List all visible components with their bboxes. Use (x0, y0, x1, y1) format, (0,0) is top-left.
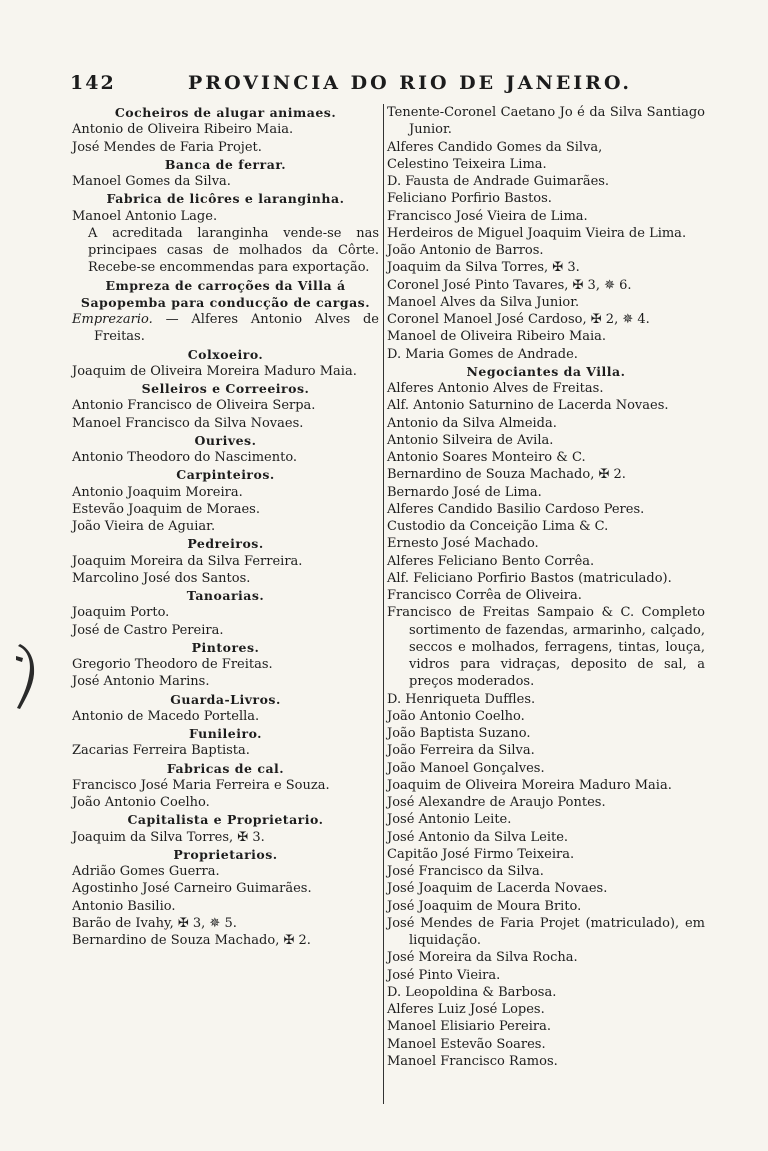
directory-entry: Alferes Luiz José Lopes. (387, 1002, 545, 1017)
directory-entry: Joaquim Moreira da Silva Ferreira. (72, 553, 303, 569)
directory-entry: Antonio Basilio. (72, 898, 176, 914)
directory-entry: Manoel Alves da Silva Junior. (387, 294, 580, 310)
directory-entry: D. Fausta de Andrade Guimarães. (387, 174, 610, 189)
directory-entry: Antonio Joaquim Moreira. (72, 484, 243, 500)
page-number: 142 (70, 72, 116, 94)
directory-entry: João Antonio de Barros. (387, 243, 544, 258)
directory-entry: José Pinto Vieira. (387, 967, 501, 983)
section-heading: Empreza de carroções da Villa á Sapopemba para conducção de cargas. (80, 277, 371, 310)
directory-entry: Adrião Gomes Guerra. (72, 864, 220, 879)
section-heading: Pintores. (191, 639, 260, 655)
directory-entry: Francisco Corrêa de Oliveira. (387, 588, 582, 603)
margin-ink-mark (14, 642, 36, 712)
directory-entry: João Antonio Coelho. (387, 708, 525, 724)
directory-entry: Francisco de Freitas Sampaio & C. Completo sortimento de fazendas, armarinho, calçado, seccos e molhados, ferragens, tintas, louça, vidros para vidraças, deposito de sal, a preços moderados. (387, 605, 705, 690)
directory-entry: Ernesto José Machado. (387, 536, 539, 552)
directory-entry: José Joaquim de Lacerda Novaes. (387, 881, 608, 897)
directory-entry: Joaquim de Oliveira Moreira Maduro Maia. (72, 363, 357, 379)
directory-entry: Alferes Candido Basilio Cardoso Peres. (387, 501, 645, 517)
directory-entry: Manoel Francisco da Silva Novaes. (72, 415, 304, 431)
directory-entry: Custodio da Conceição Lima & C. (387, 519, 609, 534)
section-heading: Tanoarias. (186, 588, 265, 603)
directory-entry: Alf. Feliciano Porfirio Bastos (matriculado). (387, 570, 672, 586)
directory-entry: Antonio Silveira de Avila. (387, 432, 554, 448)
directory-entry: João Manoel Gonçalves. (387, 760, 545, 776)
directory-entry: Herdeiros de Miguel Joaquim Vieira de Lima. (387, 225, 687, 241)
directory-entry: João Ferreira da Silva. (387, 743, 535, 759)
directory-entry: Manoel Antonio Lage. (72, 208, 218, 224)
entry-text: — Alferes Antonio Alves de Freitas. (94, 312, 379, 345)
directory-entry: Manoel de Oliveira Ribeiro Maia. (387, 329, 607, 345)
directory-entry: Zacarias Ferreira Baptista. (72, 743, 250, 759)
directory-entry: Antonio da Silva Almeida. (387, 415, 557, 431)
directory-entry: Feliciano Porfirio Bastos. (387, 191, 552, 207)
section-heading: Carpinteiros. (176, 467, 275, 483)
directory-entry: Capitão José Firmo Teixeira. (387, 846, 575, 862)
directory-entry (72, 311, 379, 346)
section-heading: Selleiros e Correeiros. (141, 381, 310, 396)
directory-entry: Manoel Gomes da Silva. (72, 174, 231, 189)
directory-entry: José Alexandre de Araujo Pontes. (387, 795, 606, 810)
directory-entry: Gregorio Theodoro de Freitas. (72, 657, 273, 672)
directory-entry: Antonio de Macedo Portella. (72, 708, 260, 724)
directory-entry: João Baptista Suzano. (387, 726, 531, 741)
directory-entry: José Antonio Marins. (72, 674, 210, 690)
section-heading: Negociantes da Villa. (466, 363, 626, 379)
directory-entry: Joaquim de Oliveira Moreira Maduro Maia. (387, 777, 672, 793)
directory-entry: Francisco José Maria Ferreira e Souza. (72, 777, 330, 793)
directory-entry: Antonio Theodoro do Nascimento. (72, 450, 298, 465)
directory-entry: Alf. Antonio Saturnino de Lacerda Novaes. (387, 398, 669, 414)
directory-entry: Francisco José Vieira de Lima. (387, 208, 588, 224)
directory-entry: Manoel Elisiario Pereira. (387, 1019, 551, 1035)
directory-entry: José Antonio da Silva Leite. (387, 829, 569, 845)
right-column (387, 104, 705, 1070)
directory-entry: D. Henriqueta Duffles. (387, 691, 536, 707)
section-heading: Proprietarios. (173, 846, 278, 862)
directory-entry: Coronel José Pinto Tavares, ✠ 3, ✵ 6. (387, 277, 632, 293)
left-column (72, 104, 379, 949)
directory-entry: João Antonio Coelho. (72, 795, 210, 810)
directory-entry: Joaquim da Silva Torres, ✠ 3. (387, 260, 580, 276)
section-heading: Banca de ferrar. (164, 156, 287, 172)
directory-entry: Manoel Francisco Ramos. (387, 1053, 558, 1069)
directory-entry: Alferes Antonio Alves de Freitas. (387, 381, 604, 396)
directory-entry: D. Leopoldina & Barbosa. (387, 984, 557, 1000)
directory-entry: José Moreira da Silva Rocha. (387, 950, 578, 966)
page-header (70, 72, 710, 98)
directory-entry: Bernardino de Souza Machado, ✠ 2. (387, 467, 626, 483)
section-heading: Fabrica de licôres e laranginha. (106, 191, 345, 207)
section-heading: Funileiro. (188, 726, 263, 741)
directory-entry: José Antonio Leite. (387, 812, 512, 828)
section-heading: Colxoeiro. (187, 346, 264, 362)
directory-entry: Coronel Manoel José Cardoso, ✠ 2, ✵ 4. (387, 312, 650, 327)
directory-entry: Bernardo José de Lima. (387, 484, 542, 500)
directory-entry: José Joaquim de Moura Brito. (387, 898, 582, 914)
entry-label: Emprezario. (72, 312, 153, 327)
directory-entry: José de Castro Pereira. (72, 622, 224, 638)
section-heading: Fabricas de cal. (166, 760, 285, 776)
directory-entry: Antonio de Oliveira Ribeiro Maia. (72, 122, 294, 138)
directory-entry: Marcolino José dos Santos. (72, 570, 251, 586)
directory-entry: Bernardino de Souza Machado, ✠ 2. (72, 933, 311, 948)
directory-entry: Joaquim Porto. (72, 605, 170, 621)
directory-entry: Alferes Candido Gomes da Silva, (387, 139, 603, 155)
directory-entry: Tenente-Coronel Caetano Jo é da Silva Santiago Junior. (387, 105, 705, 138)
directory-entry: Antonio Soares Monteiro & C. (387, 450, 586, 465)
section-heading: Cocheiros de alugar animaes. (114, 105, 337, 120)
directory-entry: José Francisco da Silva. (387, 864, 544, 879)
section-heading: Ourives. (194, 432, 257, 448)
directory-entry: Antonio Francisco de Oliveira Serpa. (72, 398, 316, 414)
directory-entry: José Mendes de Faria Projet. (72, 139, 262, 155)
directory-entry: Joaquim da Silva Torres, ✠ 3. (72, 829, 265, 845)
running-head: PROVINCIA DO RIO DE JANEIRO. (188, 72, 633, 94)
directory-entry: José Mendes de Faria Projet (matriculado), em liquidação. (387, 915, 705, 948)
section-heading: Capitalista e Proprietario. (127, 812, 324, 828)
directory-entry: Barão de Ivahy, ✠ 3, ✵ 5. (72, 915, 237, 931)
directory-entry: João Vieira de Aguiar. (72, 519, 216, 534)
notice-text: A acreditada laranginha vende-se nas principaes casas de molhados da Côrte. Recebe-se encommendas para exportação. (88, 225, 379, 276)
section-heading: Guarda-Livros. (170, 691, 281, 707)
column-rule (383, 104, 384, 1104)
section-heading: Pedreiros. (187, 536, 264, 552)
directory-entry: D. Maria Gomes de Andrade. (387, 346, 578, 362)
directory-entry: Celestino Teixeira Lima. (387, 156, 547, 172)
directory-entry: Manoel Estevão Soares. (387, 1036, 546, 1052)
directory-entry: Estevão Joaquim de Moraes. (72, 501, 260, 517)
directory-entry: Alferes Feliciano Bento Corrêa. (387, 553, 595, 569)
directory-entry: Agostinho José Carneiro Guimarães. (72, 881, 312, 897)
